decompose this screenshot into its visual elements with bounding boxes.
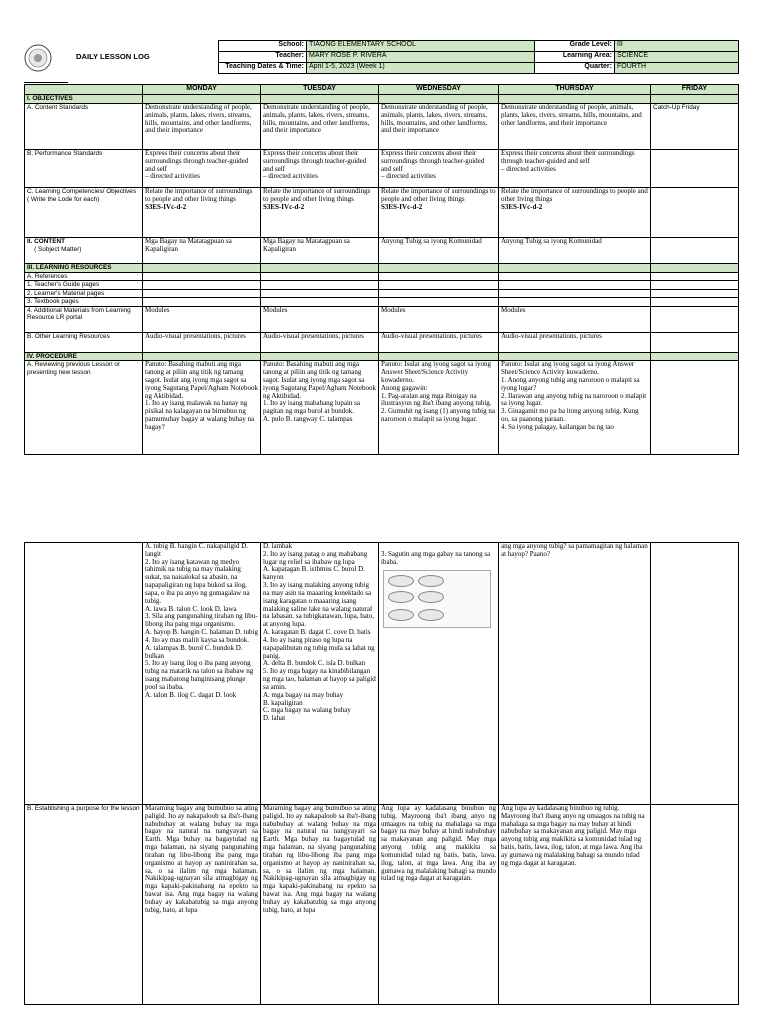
performance-wed: Express their concerns about their surroundings through teacher-guided and self – directed activities: [379, 150, 499, 188]
divider: [24, 82, 68, 83]
teacher-label: Teacher:: [219, 52, 307, 63]
lesson-table-continued: [24, 542, 739, 1005]
additional-materials-label: 4. Additional Materials from Learning Resource LR portal: [25, 306, 143, 332]
day-wednesday: WEDNESDAY: [379, 85, 499, 95]
review-thu: Panuto: Isulat ang iyong sagot sa iyong Answer Sheet/Science Activity kuwaderno. 1. Anong anyong tubig ang naroroon o malapit sa iyong lugar? 2. Ilarawan ang anyong tubig na naroroon o malapit sa iyong lugar. 3. Ginagamit mo pa ba itong anyong tubig. Kung oo, sa paanong paraan. 4. Sa iyong palagay, kailangan ba ng tao: [499, 361, 651, 455]
code-tue: S3ES-IVc-d-2: [263, 202, 305, 211]
other-mon: Audio-visual presentations, pictures: [143, 332, 261, 352]
other-thu: Audio-visual presentations, pictures: [499, 332, 651, 352]
content-standards-wed: Demonstrate understanding of people, animals, plants, lakes, rivers, streams, hills, mountains, and other landforms, and their importance: [379, 104, 499, 150]
review-wed: Panuto: Isulat ang iyong sagot sa iyong Answer Sheet/Science Activity kuwaderno. Anong gagawin: 1. Pag-aralan ang mga ibinigay na ilustrasyon ng iba't ibang anyong tubig. 2. Gumuhit ng isang (1) anyong tubig na naroroon o malapit sa iyong lugar.: [379, 361, 499, 455]
other-tue: Audio-visual presentations, pictures: [261, 332, 379, 352]
quarter-value: FOURTH: [615, 63, 739, 74]
modules-mon: Modules: [143, 306, 261, 332]
content-tue: Mga Bagay na Matatagpuan sa Kapaligiran: [261, 238, 379, 264]
purpose-label: B. Establishing a purpose for the lesson: [25, 805, 143, 1005]
review-label: A. Reviewing previous Lesson or presenting new lesson: [25, 361, 143, 455]
review-wed-continued: 3. Sagutin ang mga gabay na tanong sa ibaba.: [381, 549, 491, 566]
review-mon-continued: A. tubig B. hangin C. nakapaligid D. langit 2. Ito ay isang katawan ng medyo tahimik na tubig na may malaking sukat, na naisalokal sa abasin, na napapaligiran ng lupa bukod sa ilog, sapa, o iba pa anyo ng gumagalaw na tubig. A. lawa B. talon C. look D. lawa 3. Sila ang pangunahing tirahan ng libu-libong iba pang mga organismo. A. hayop B. hangin C. halaman D. tubig 4. Ito ay mas maliit kaysa sa bundok. A. talampas B. burol C. bundok D. bulkan 5. Ito ay isang ilog o iba pang anyong tubig na matarik na talon sa ibabaw ng isang mabatong banginisang plunge pool sa ibaba. A. talon B. ilog C. dagat D. look: [143, 543, 261, 805]
other-wed: Audio-visual presentations, pictures: [379, 332, 499, 352]
code-mon: S3ES-IVc-d-2: [145, 202, 187, 211]
review-thu-continued: ang mga anyong tubig? sa pamamagitan ng halaman at hayop? Paano?: [499, 543, 651, 805]
grade-label: Grade Level:: [535, 41, 615, 52]
content-thu: Anyong Tubig sa iyong Komunidad: [499, 238, 651, 264]
day-tuesday: TUESDAY: [261, 85, 379, 95]
modules-thu: Modules: [499, 306, 651, 332]
grade-value: III: [615, 41, 739, 52]
content-standards-tue: Demonstrate understanding of people, animals, plants, lakes, rivers, streams, hills, mountains, and other landforms, and their importance: [261, 104, 379, 150]
references-label: A. References: [25, 272, 143, 281]
content-wed: Anyong Tubig sa iyong Komunidad: [379, 238, 499, 264]
content-standards-label: A. Content Standards: [25, 104, 143, 150]
day-friday: FRIDAY: [651, 85, 739, 95]
header-info-table: [218, 40, 739, 74]
document-title: DAILY LESSON LOG: [76, 52, 150, 61]
content-heading: II. CONTENT: [27, 238, 65, 245]
other-resources-label: B. Other Learning Resources: [25, 332, 143, 352]
competency-mon: Relate the importance of surroundings to people and other living things: [145, 187, 253, 203]
content-mon: Mga Bagay na Matatagpuan sa Kapaligiran: [143, 238, 261, 264]
performance-standards-label: B. Performance Standards: [25, 150, 143, 188]
school-label: School:: [219, 41, 307, 52]
dates-value: April 1-5, 2023 (Week 1): [307, 63, 535, 74]
competency-wed: Relate the importance of surroundings to people and other living things: [381, 187, 496, 203]
purpose-tue: Maraming bagay ang bumubuo sa ating paligid. Ito ay nakapaloob sa iba't-ibang nabubuhay at walang buhay na mga bagay na natural na nangyayari sa Earth. Mga buhay na bagaytulad ng mga halaman, na siyang pangunahing tirahan ng libu-libong iba pang mga organismo at hayop ay naninirahan sa, sa, o sa ilalim ng mga halaman. Nakikipag-ugnayan sila atmagbigay ng mga kapaki-pakinabang na epekto sa bawat isa. Ang mga bagay na walang buhay ay kakabatubig sa mga anyong tubig, bato, at lupa: [261, 805, 379, 1005]
purpose-mon: Maraming bagay ang bumubuo sa ating paligid. Ito ay nakapaloob sa iba't-ibang nabubuhay at walang buhay na mga bagay na natural na nangyayari sa Earth. Mga buhay na bagaytulad ng mga halaman, na siyang pangunahing tirahan ng libu-libong iba pang mga organismo at hayop ay naninirahan sa, sa, o sa ilalim ng mga halaman. Nakikipag-ugnayan sila atmagbigay ng mga kapaki-pakinabang na epekto sa bawat isa. Ang mga bagay na walang buhay ay kakabatubig sa mga anyong tubig, bato, at lupa: [143, 805, 261, 1005]
day-monday: MONDAY: [143, 85, 261, 95]
textbook-pages-label: 3. Textbook pages: [25, 298, 143, 307]
procedure-heading: IV. PROCEDURE: [25, 352, 143, 361]
lesson-table: [24, 84, 739, 455]
objectives-heading: I. OBJECTIVES: [25, 95, 143, 104]
tg-pages-label: 1. Teacher's Guide pages: [25, 281, 143, 290]
modules-wed: Modules: [379, 306, 499, 332]
bodies-of-water-illustration: [383, 570, 491, 628]
content-standards-thu: Demonstrate understanding of people, animals, plants, lakes, rivers, streams, hills, mountains, and other landforms, and their importance: [499, 104, 651, 150]
learning-resources-heading: III. LEARNING RESOURCES: [25, 264, 143, 273]
lm-pages-label: 2. Learner's Material pages: [25, 289, 143, 298]
code-wed: S3ES-IVc-d-2: [381, 202, 423, 211]
purpose-wed: Ang lupa ay kadalasang binubuo ng tubig. Mayroong iba't ibang anyo ng umaagos na tubig na mahalaga sa mga bagay na may buhay at hindi nabubuhay sa makayanan ang paligid. May mga anyong tubig ang makikita sa komunidad tulad ng batis, batis, lawa, ilog, talon, at mga lawa. Ang iba ay gumawa ng malalaking bahagi sa mundo tulad ng mga dagat at karagatan.: [379, 805, 499, 1005]
review-tue-continued: D. lambak 2. Ito ay isang patag o ang mababang lugar ng relief sa ibabaw ng lupa A. kapatagan B. isthmus C. burol D. kanyon 3. Ito ay isang malaking anyong tubig na may asin na maaaring konektado sa isang karagatan o maaaring isang malaking saline lake na walang natural na labasan. sa tubigkatawan, lupa, bato, at anyong lupa. A. karagatan B. dagat C. cove D. batis 4. Ito ay isang piraso ng lupa na napapalibutan ng tubig mula sa lahat ng panig. A. delta B. bundok C. isla D. bulkan 5. Ito ay mga bagay na kinabibilangan ng mga tao, halaman at hayop sa paligid sa amin. A. mga bagay na may buhay B. kapaligiran C. mga bagay na walang buhay D. lahat: [261, 543, 379, 805]
dates-label: Teaching Dates & Time:: [219, 63, 307, 74]
learning-area-value: SCIENCE: [615, 52, 739, 63]
competencies-label: C. Learning Competencies/ Objectives ( Write the Lode for each): [25, 188, 143, 238]
competency-thu: Relate the importance of surroundings to people and other living things: [501, 187, 648, 203]
competency-tue: Relate the importance of surroundings to people and other living things: [263, 187, 371, 203]
deped-seal-logo: [24, 44, 52, 72]
school-value: TIAONG ELEMENTARY SCHOOL: [307, 41, 535, 52]
teacher-value: MARY ROSE P. RIVERA: [307, 52, 535, 63]
performance-mon: Express their concerns about their surroundings through teacher-guided and self – directed activities: [143, 150, 261, 188]
review-mon: Panuto: Basahing mabuti ang mga tanong at piliin ang titik ng tamang sagot. Isulat ang iyong mga sagot sa iyong Sagutang Papel/Agham Notebook ng Aktibidad. 1. Ito ay isang malawak na hanay ng pisikal na kalagayan na bimubuo ng pamumuhay bagay at walang buhay na bagay?: [143, 361, 261, 455]
catch-up-friday: Catch-Up Friday: [651, 104, 739, 150]
modules-tue: Modules: [261, 306, 379, 332]
content-subheading: ( Subject Matter): [34, 245, 82, 253]
day-thursday: THURSDAY: [499, 85, 651, 95]
learning-area-label: Learning Area:: [535, 52, 615, 63]
purpose-thu: Ang lupa ay kadalasang binubuo ng tubig. Mayroong iba't ibang anyo ng umaagos na tubig na mahalaga sa mga bagay na may buhay at hindi nabubuhay sa makayanan ang paligid. May mga anyong tubig ang makikita sa komunidad tulad ng batis, batis, lawa, ilog, talon, at mga lawa. Ang iba ay gumawa ng malalaking bahagi sa mundo tulad ng mga dagat at karagatan.: [499, 805, 651, 1005]
content-standards-mon: Demonstrate understanding of people, animals, plants, lakes, rivers, streams, hills, mountains, and other landforms, and their importance: [143, 104, 261, 150]
performance-tue: Express their concerns about their surroundings through teacher-guided and self – directed activities: [261, 150, 379, 188]
code-thu: S3ES-IVc-d-2: [501, 202, 543, 211]
blank-header-cell: [25, 85, 143, 95]
quarter-label: Quarter:: [535, 63, 615, 74]
review-tue: Panuto: Basahing mabuti ang mga tanong at piliin ang titik ng tamang sagot. Isulat ang iyong mga sagot sa iyong Sagutang Papel/Agham Notebook ng Aktibidad. 1. Ito ay isang mababang lupain sa pagitan ng mga burol at bundok. A. pulo B. tangway C. talampas: [261, 361, 379, 455]
performance-thu: Express their concerns about their surroundings through teacher-guided and self – directed activities: [499, 150, 651, 188]
